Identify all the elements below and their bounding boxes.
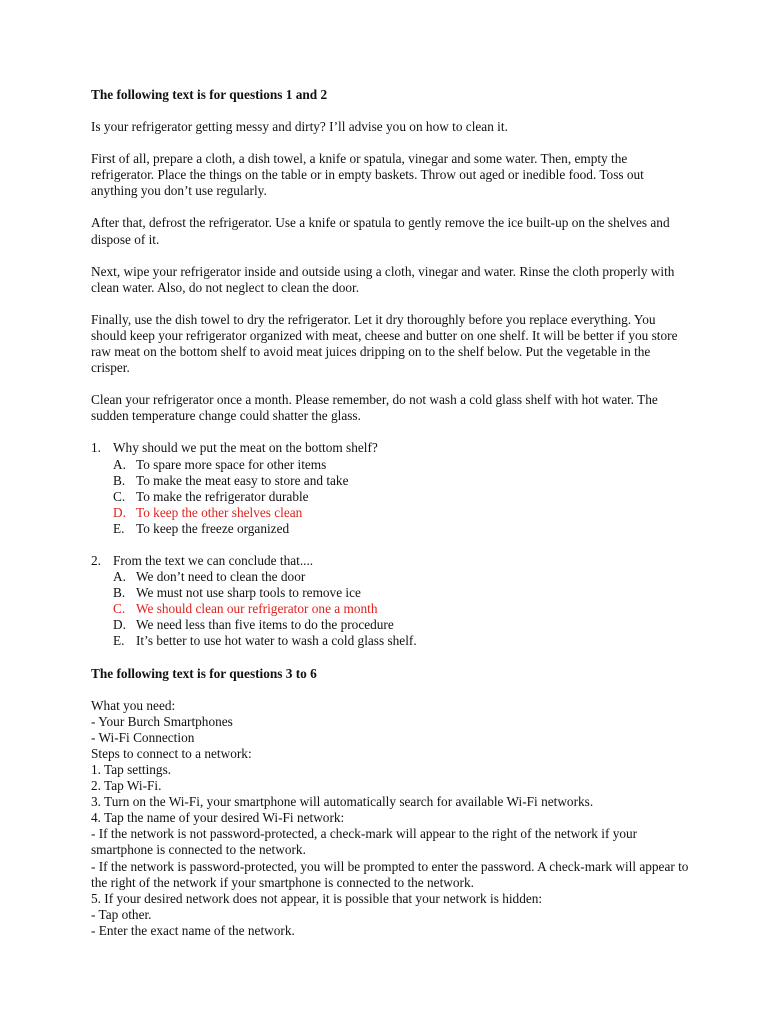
- section2-line: What you need:: [91, 697, 176, 713]
- question-2: [91, 553, 691, 569]
- option-letter: C.: [113, 601, 126, 617]
- section2-body: [91, 698, 691, 939]
- option-text: To make the meat easy to store and take: [136, 472, 349, 488]
- spacer: [91, 376, 691, 392]
- question-2-options: [91, 569, 691, 649]
- spacer: [91, 248, 691, 264]
- section2-line: 5. If your desired network does not appear, it is possible that your network is hidden:: [91, 890, 543, 906]
- question-text: From the text we can conclude that....: [113, 552, 314, 568]
- option-letter: A.: [113, 569, 126, 585]
- option-e: [91, 521, 691, 537]
- option-text: We don’t need to clean the door: [136, 569, 306, 585]
- option-c: [91, 489, 691, 505]
- section1-paragraph: First of all, prepare a cloth, a dish towel, a knife or spatula, vinegar and some water. Then, empty the refrigerator. Place the things on the table or in empty baskets. Throw out aged or inedible food. Toss out anything you don’t use regularly.: [91, 151, 644, 199]
- document-page: [91, 87, 691, 939]
- option-text: We must not use sharp tools to remove ice: [136, 585, 361, 601]
- option-letter: E.: [113, 520, 125, 536]
- option-letter: D.: [113, 504, 126, 520]
- section2-line: - Tap other.: [91, 906, 152, 922]
- section2-line: 2. Tap Wi-Fi.: [91, 778, 162, 794]
- section2-line: - If the network is not password-protected, a check-mark will appear to the right of the network if your smartphone is connected to the network.: [91, 826, 638, 858]
- spacer: [91, 135, 691, 151]
- option-c-highlighted: [91, 601, 691, 617]
- option-text: We need less than five items to do the procedure: [136, 617, 394, 633]
- option-text: We should clean our refrigerator one a month: [136, 601, 378, 617]
- spacer: [91, 682, 691, 698]
- section2-line: 3. Turn on the Wi-Fi, your smartphone will automatically search for available Wi-Fi networks.: [91, 794, 594, 810]
- spacer: [91, 537, 691, 553]
- section2-heading: The following text is for questions 3 to 6: [91, 665, 317, 681]
- spacer: [91, 103, 691, 119]
- section1-paragraph: Next, wipe your refrigerator inside and outside using a cloth, vinegar and water. Rinse the cloth properly with clean water. Also, do not neglect to clean the door.: [91, 263, 675, 295]
- question-1: [91, 440, 691, 456]
- spacer: [91, 650, 691, 666]
- section2-line: - Wi-Fi Connection: [91, 729, 195, 745]
- option-letter: E.: [113, 633, 125, 649]
- section2-line: - Your Burch Smartphones: [91, 713, 233, 729]
- option-text: To keep the freeze organized: [136, 520, 290, 536]
- section2-line: 1. Tap settings.: [91, 762, 172, 777]
- option-a: [91, 457, 691, 473]
- option-letter: B.: [113, 585, 126, 601]
- option-text: To spare more space for other items: [136, 456, 327, 472]
- section1-heading: The following text is for questions 1 and 2: [91, 87, 328, 102]
- section2-line: - Enter the exact name of the network.: [91, 922, 295, 938]
- option-b: [91, 585, 691, 601]
- section2-line: 4. Tap the name of your desired Wi-Fi network:: [91, 810, 345, 826]
- question-1-options: [91, 457, 691, 537]
- spacer: [91, 199, 691, 215]
- section1-paragraph: Clean your refrigerator once a month. Please remember, do not wash a cold glass shelf with hot water. The sudden temperature change could shatter the glass.: [91, 392, 658, 424]
- option-letter: D.: [113, 617, 126, 633]
- section1-paragraph: Is your refrigerator getting messy and dirty? I’ll advise you on how to clean it.: [91, 119, 508, 135]
- option-letter: A.: [113, 456, 126, 472]
- section1-paragraph: After that, defrost the refrigerator. Use a knife or spatula to gently remove the ice built-up on the shelves and dispose of it.: [91, 215, 670, 247]
- spacer: [91, 424, 691, 440]
- option-e: [91, 633, 691, 649]
- section2-line: Steps to connect to a network:: [91, 745, 252, 761]
- section1-paragraph: Finally, use the dish towel to dry the refrigerator. Let it dry thoroughly before you replace everything. You should keep your refrigerator organized with meat, cheese and butter on one shelf. It will be better if you store raw meat on the bottom shelf to avoid meat juices dripping on to the shelf below. Put the vegetable in the crisper.: [91, 311, 678, 376]
- option-d: [91, 617, 691, 633]
- question-number: 2.: [91, 552, 101, 568]
- option-b: [91, 473, 691, 489]
- option-letter: B.: [113, 472, 126, 488]
- spacer: [91, 296, 691, 312]
- option-text: To make the refrigerator durable: [136, 488, 309, 504]
- option-letter: C.: [113, 488, 126, 504]
- section2-line: - If the network is password-protected, you will be prompted to enter the password. A check-mark will appear to the right of the network if your smartphone is connected to the network.: [91, 858, 689, 890]
- question-text: Why should we put the meat on the bottom shelf?: [113, 440, 378, 456]
- option-a: [91, 569, 691, 585]
- option-text: It’s better to use hot water to wash a cold glass shelf.: [136, 633, 417, 649]
- question-number: 1.: [91, 440, 101, 456]
- option-text: To keep the other shelves clean: [136, 504, 303, 520]
- option-d-highlighted: [91, 505, 691, 521]
